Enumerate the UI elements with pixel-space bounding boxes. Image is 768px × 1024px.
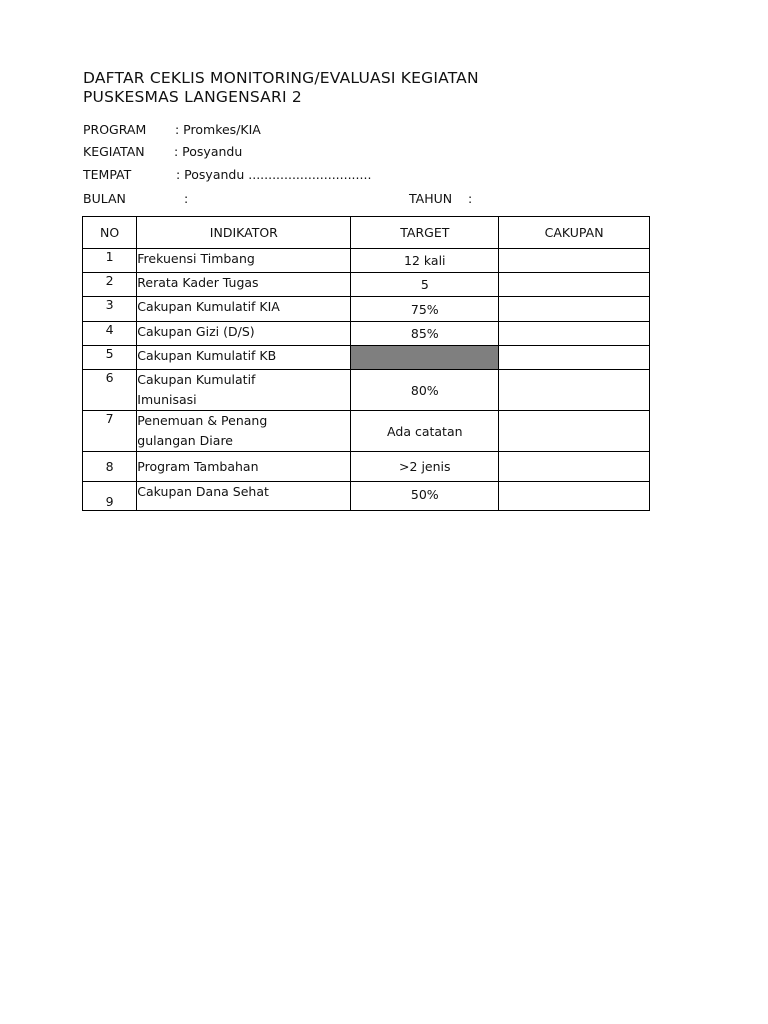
- row-no: 6: [83, 370, 137, 411]
- row-no: 7: [83, 411, 137, 452]
- shaded-target-cell: [351, 346, 499, 370]
- row-no: 8: [83, 452, 137, 482]
- row-cakupan-cell[interactable]: [499, 482, 650, 511]
- row-indikator: Cakupan Kumulatif KIA: [137, 297, 351, 322]
- row-indikator: Cakupan Gizi (D/S): [137, 322, 351, 346]
- kegiatan-label: KEGIATAN: [83, 144, 145, 159]
- tempat-value: : Posyandu ...............................: [176, 167, 372, 182]
- row-no: 3: [83, 297, 137, 322]
- header-indikator: INDIKATOR: [137, 217, 351, 249]
- row-indikator: Frekuensi Timbang: [137, 249, 351, 273]
- row-cakupan-cell[interactable]: [499, 322, 650, 346]
- row-indikator: Cakupan Kumulatif KB: [137, 346, 351, 370]
- row-target: 12 kali: [351, 249, 499, 273]
- table-row: [83, 482, 650, 511]
- indikator-line-2: Imunisasi: [137, 392, 197, 407]
- row-target: 80%: [351, 370, 499, 411]
- row-target: 75%: [351, 297, 499, 322]
- row-indikator: Rerata Kader Tugas: [137, 273, 351, 297]
- table-row: [83, 273, 650, 297]
- table-row: [83, 411, 650, 452]
- header-cakupan: CAKUPAN: [499, 217, 650, 249]
- row-target: >2 jenis: [351, 452, 499, 482]
- row-indikator: [137, 370, 351, 411]
- row-cakupan-cell[interactable]: [499, 346, 650, 370]
- row-target: 85%: [351, 322, 499, 346]
- row-target: Ada catatan: [351, 411, 499, 452]
- header-no: NO: [83, 217, 137, 249]
- row-cakupan-cell[interactable]: [499, 452, 650, 482]
- row-target: 50%: [351, 482, 499, 511]
- header-row: [83, 217, 650, 249]
- tahun-label: TAHUN: [409, 191, 453, 206]
- title-line-1: DAFTAR CEKLIS MONITORING/EVALUASI KEGIATAN: [83, 69, 479, 87]
- checklist-table: [82, 216, 650, 511]
- table-row: [83, 452, 650, 482]
- row-target: 5: [351, 273, 499, 297]
- row-indikator: Program Tambahan: [137, 452, 351, 482]
- table-row: [83, 297, 650, 322]
- row-cakupan-cell[interactable]: [499, 297, 650, 322]
- indikator-line-1: Cakupan Kumulatif: [137, 372, 256, 387]
- row-no: 9: [83, 482, 137, 511]
- table-row: [83, 249, 650, 273]
- row-cakupan-cell[interactable]: [499, 273, 650, 297]
- indikator-line-1: Penemuan & Penang: [137, 413, 268, 428]
- row-no: 5: [83, 346, 137, 370]
- row-indikator: Cakupan Dana Sehat: [137, 482, 351, 511]
- program-value: : Promkes/KIA: [175, 122, 261, 137]
- table-row: [83, 346, 650, 370]
- program-label: PROGRAM: [83, 122, 147, 137]
- indikator-line-2: gulangan Diare: [137, 433, 233, 448]
- document-title: [83, 69, 479, 107]
- bulan-label: BULAN: [83, 191, 126, 206]
- title-line-2: PUSKESMAS LANGENSARI 2: [83, 88, 302, 106]
- tahun-value: :: [468, 191, 473, 206]
- row-cakupan-cell[interactable]: [499, 411, 650, 452]
- tempat-label: TEMPAT: [83, 167, 132, 182]
- row-no: 4: [83, 322, 137, 346]
- row-indikator: [137, 411, 351, 452]
- table-row: [83, 370, 650, 411]
- row-cakupan-cell[interactable]: [499, 370, 650, 411]
- row-no: 2: [83, 273, 137, 297]
- row-cakupan-cell[interactable]: [499, 249, 650, 273]
- kegiatan-value: : Posyandu: [174, 144, 243, 159]
- row-no: 1: [83, 249, 137, 273]
- table-row: [83, 322, 650, 346]
- header-target: TARGET: [351, 217, 499, 249]
- bulan-value: :: [184, 191, 189, 206]
